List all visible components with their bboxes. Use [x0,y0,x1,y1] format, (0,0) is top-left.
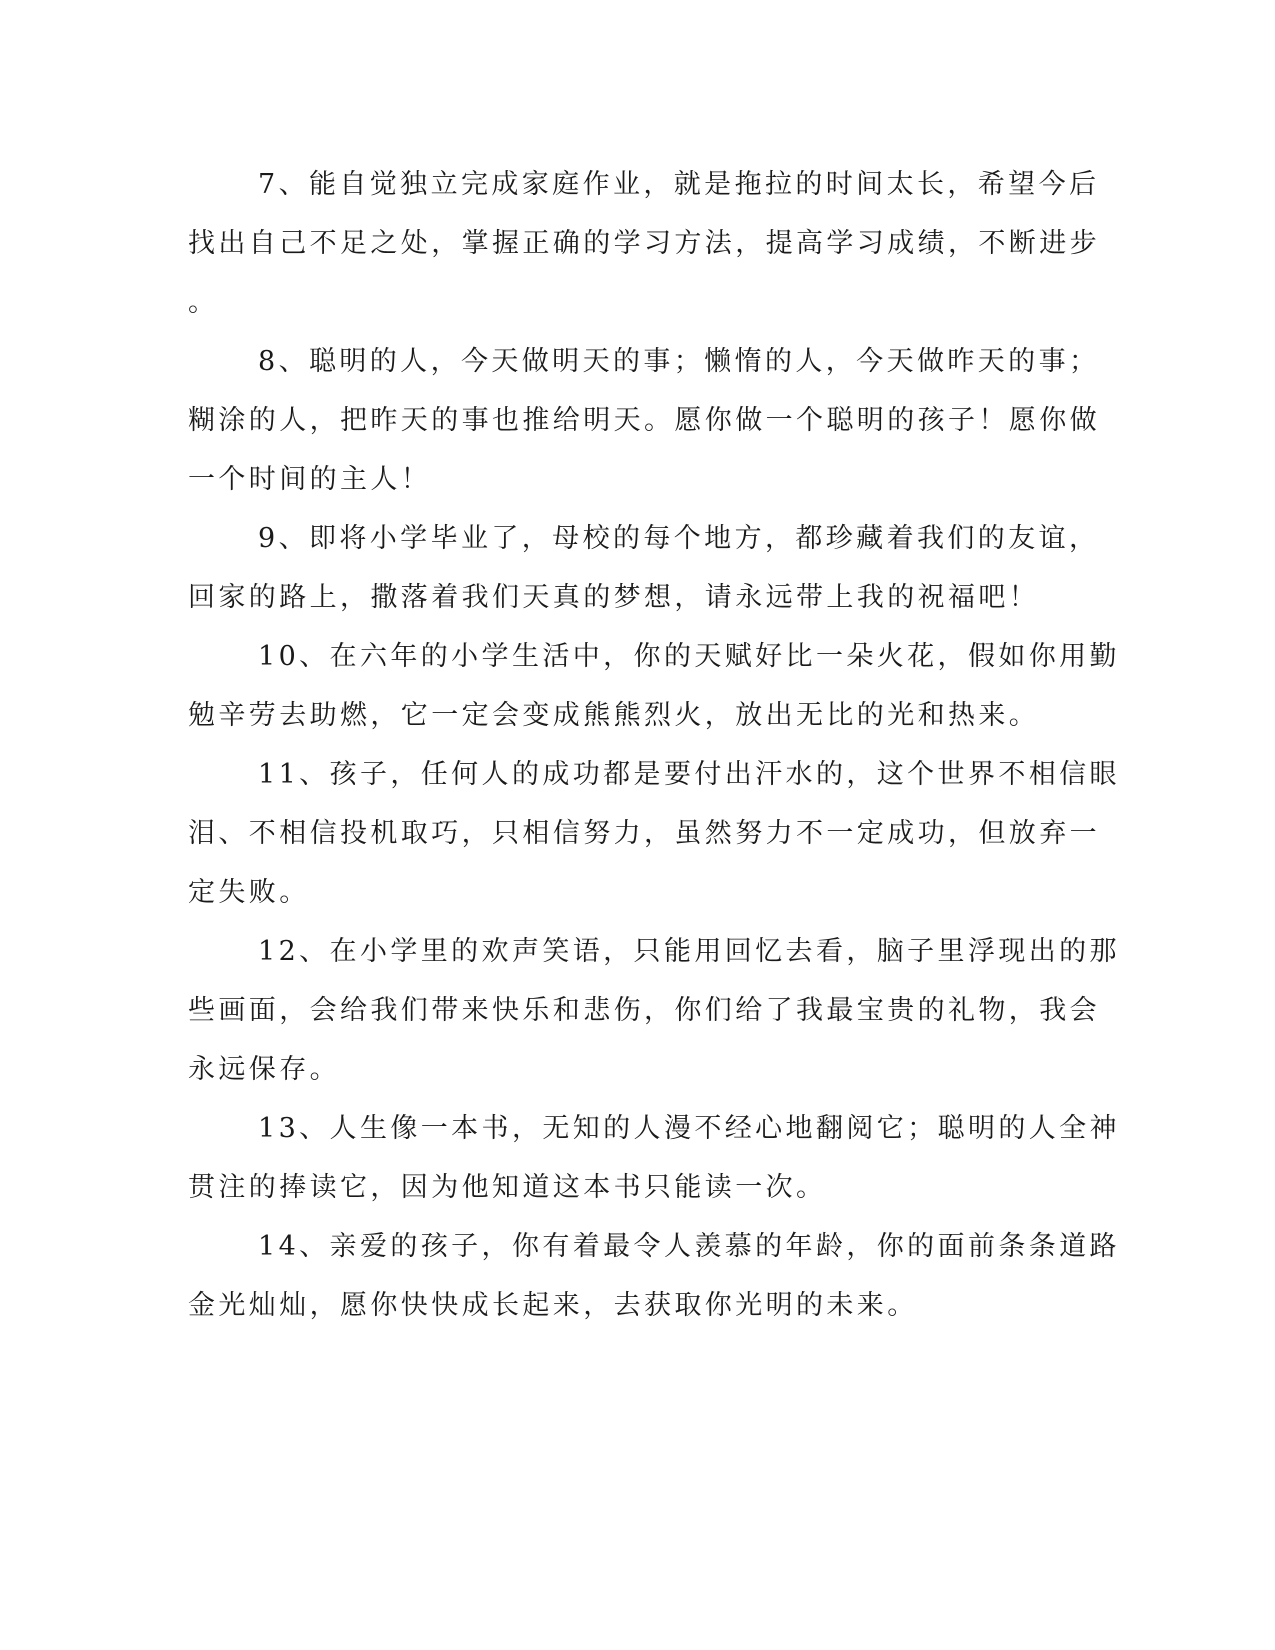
paragraph-line: 金光灿灿，愿你快快成长起来，去获取你光明的未来。 [188,1290,918,1321]
paragraph-line: 定失败。 [188,877,310,908]
paragraph-9 [188,509,1100,627]
paragraph-line: 回家的路上，撒落着我们天真的梦想，请永远带上我的祝福吧！ [188,582,1040,613]
paragraph-8 [188,332,1100,509]
paragraph-line: 14、亲爱的孩子，你有着最令人羡慕的年龄，你的面前条条道路 [258,1231,1120,1262]
paragraph-line: 10、在六年的小学生活中，你的天赋好比一朵火花，假如你用勤 [258,641,1120,672]
paragraph-line: 9、即将小学毕业了，母校的每个地方，都珍藏着我们的友谊， [258,523,1100,554]
paragraph-7 [188,155,1100,332]
paragraph-12 [188,922,1120,1099]
paragraph-line: 贯注的捧读它，因为他知道这本书只能读一次。 [188,1172,827,1203]
paragraph-14 [188,1217,1120,1335]
paragraph-line: 8、聪明的人，今天做明天的事；懒惰的人，今天做昨天的事； [258,346,1100,377]
paragraph-line: 12、在小学里的欢声笑语，只能用回忆去看，脑子里浮现出的那 [258,936,1120,967]
paragraph-line: 勉辛劳去助燃，它一定会变成熊熊烈火，放出无比的光和热来。 [188,700,1040,731]
paragraph-line: 13、人生像一本书，无知的人漫不经心地翻阅它；聪明的人全神 [258,1113,1120,1144]
paragraph-line: 11、孩子，任何人的成功都是要付出汗水的，这个世界不相信眼 [258,759,1120,790]
paragraph-line: 些画面，会给我们带来快乐和悲伤，你们给了我最宝贵的礼物，我会 [188,995,1100,1026]
paragraph-line: 糊涂的人，把昨天的事也推给明天。愿你做一个聪明的孩子！愿你做 [188,405,1100,436]
paragraph-10 [188,627,1120,745]
paragraph-line: 泪、不相信投机取巧，只相信努力，虽然努力不一定成功，但放弃一 [188,818,1100,849]
paragraph-11 [188,745,1120,922]
paragraph-line: 一个时间的主人！ [188,464,432,495]
paragraph-line: 7、能自觉独立完成家庭作业，就是拖拉的时间太长，希望今后 [258,169,1100,200]
paragraph-13 [188,1099,1120,1217]
paragraph-line: 永远保存。 [188,1054,340,1085]
paragraph-line: 。 [188,287,219,318]
document-body [188,155,1120,1335]
paragraph-line: 找出自己不足之处，掌握正确的学习方法，提高学习成绩，不断进步 [188,228,1100,259]
